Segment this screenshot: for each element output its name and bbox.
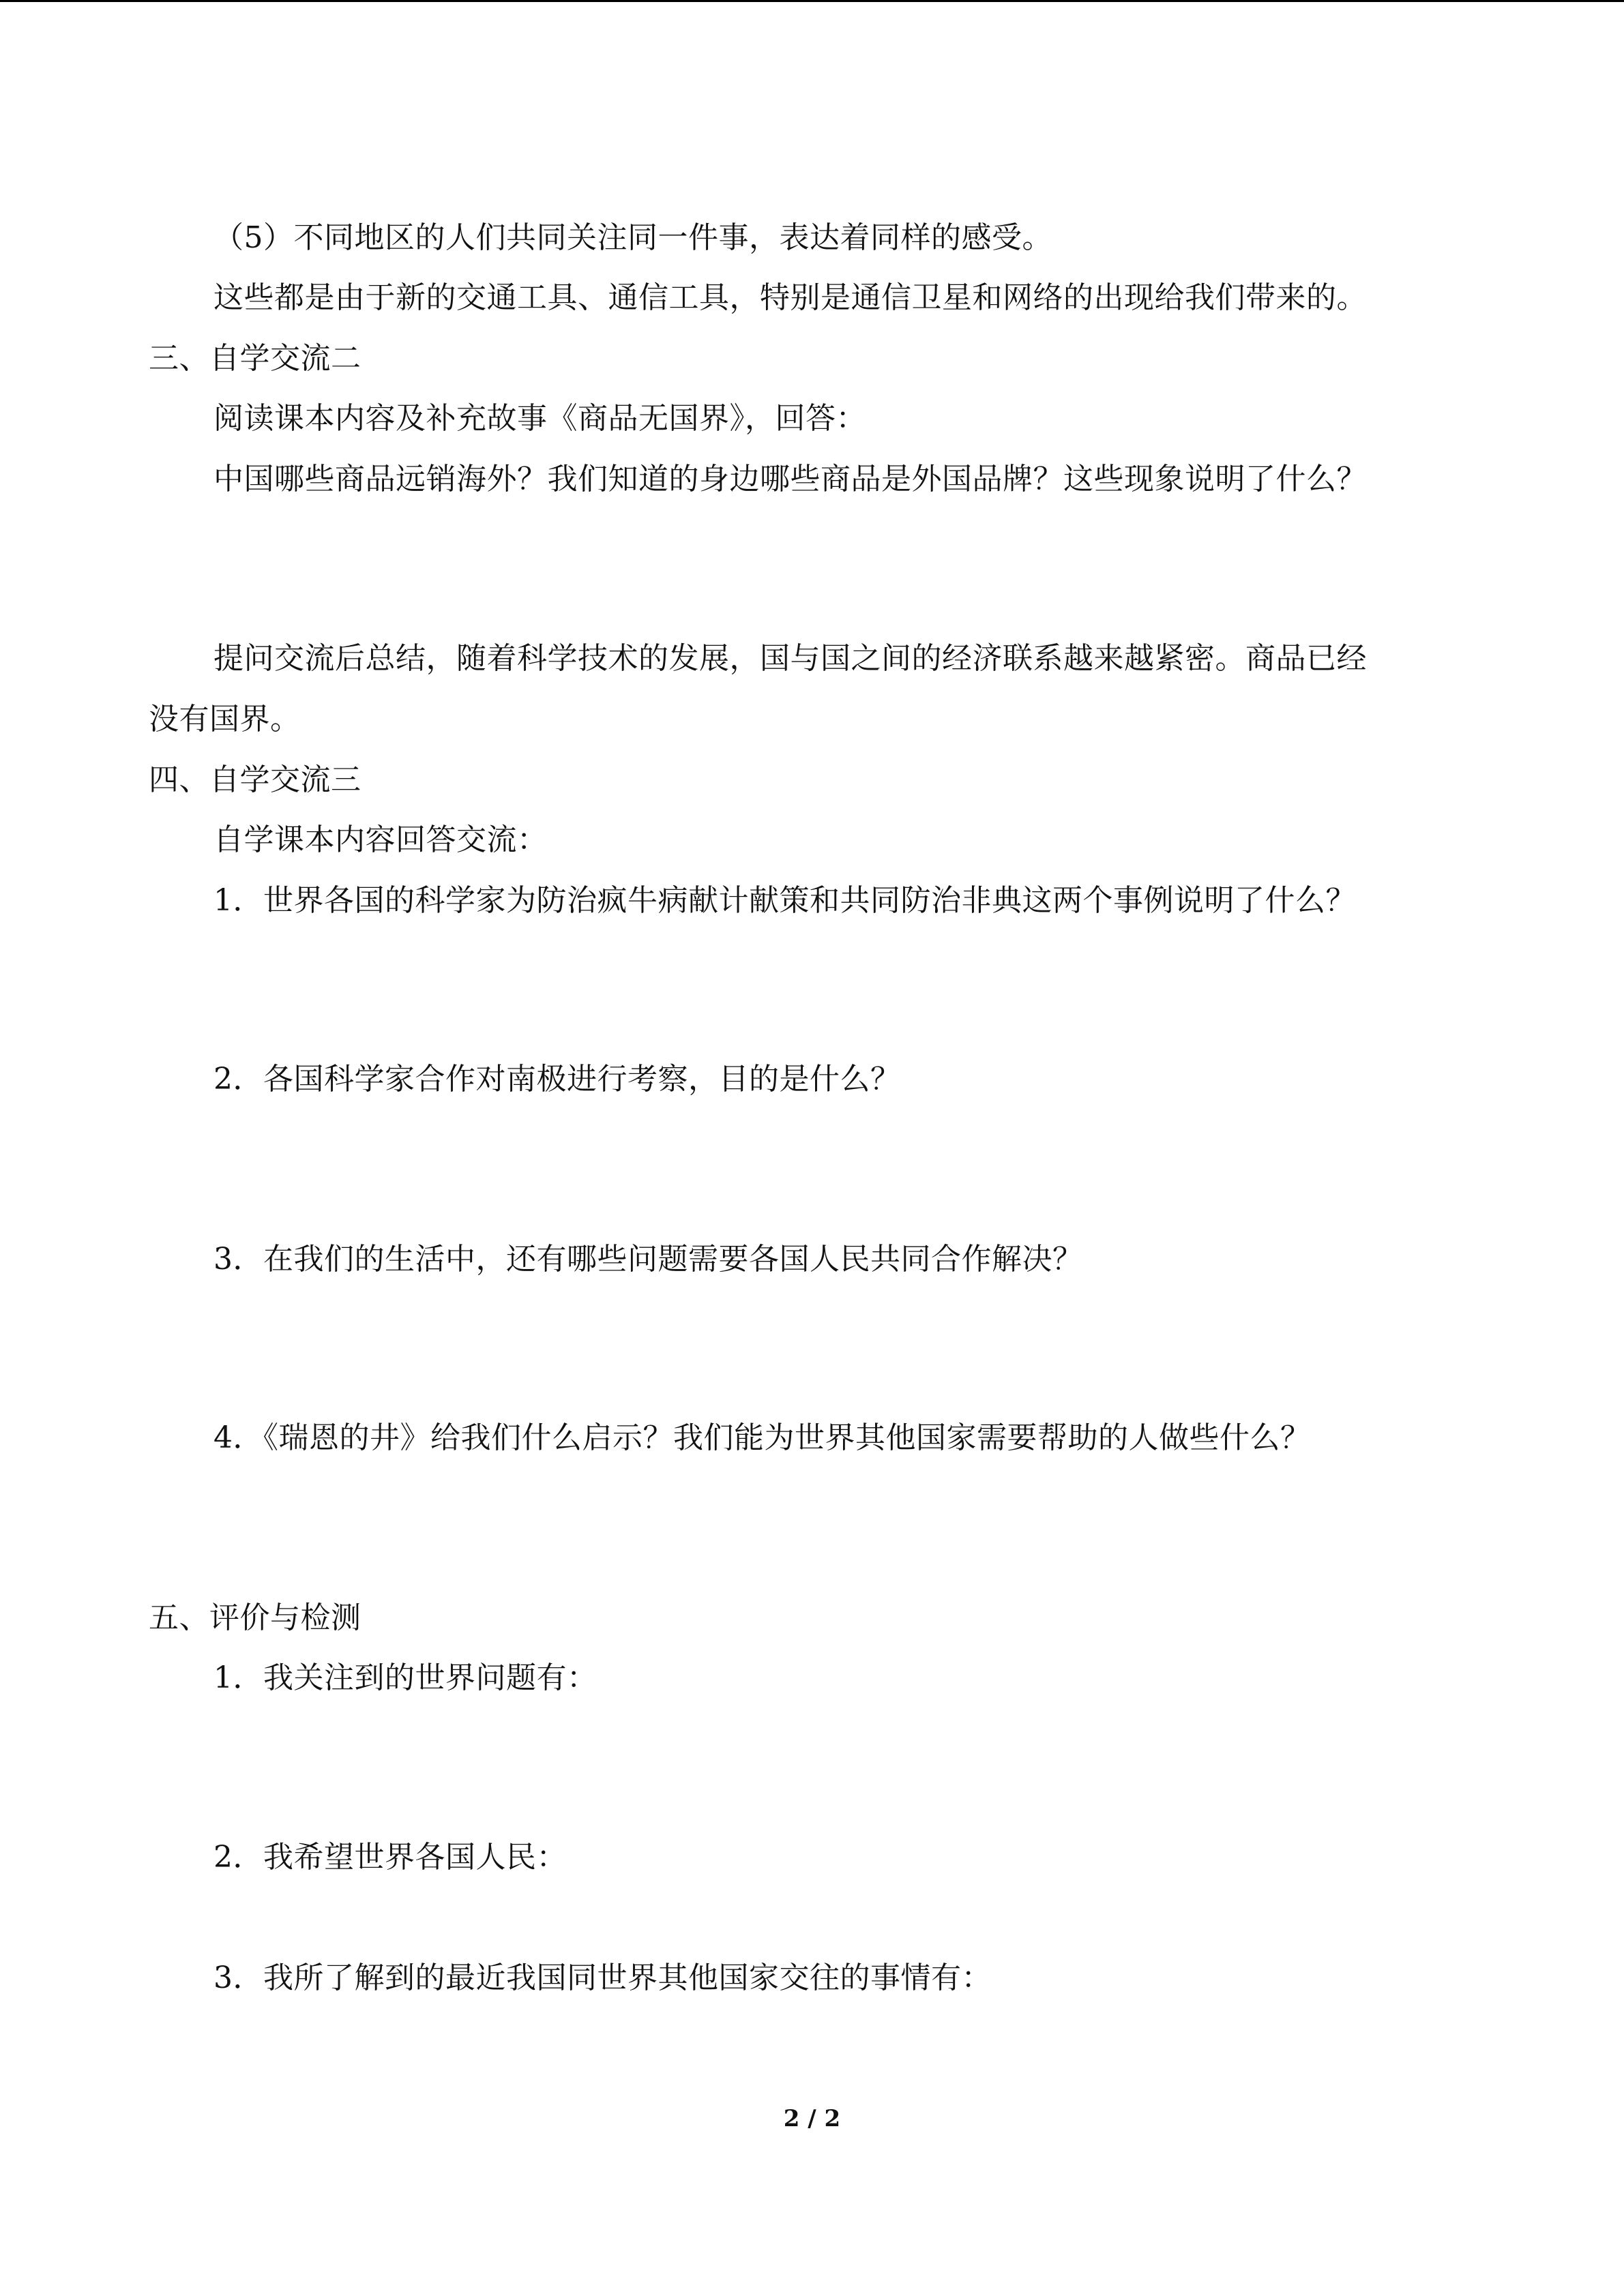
section-heading-3: 三、自学交流二 <box>149 341 361 376</box>
question-2: 2．各国科学家合作对南极进行考察，目的是什么？ <box>213 1062 901 1097</box>
section-heading-4: 四、自学交流三 <box>149 762 361 797</box>
summary-paragraph: 这些都是由于新的交通工具、通信工具，特别是通信卫星和网络的出现给我们带来的。 <box>213 280 1367 315</box>
section-heading-5: 五、评价与检测 <box>149 1600 361 1635</box>
question-4: 4．《瑞恩的井》给我们什么启示？我们能为世界其他国家需要帮助的人做些什么？ <box>213 1420 1311 1455</box>
question-text: 中国哪些商品远销海外？我们知道的身边哪些商品是外国品牌？这些现象说明了什么？ <box>213 462 1367 496</box>
conclusion-paragraph: 提问交流后总结，随着科学技术的发展，国与国之间的经济联系越来越紧密。商品已经 <box>213 641 1367 676</box>
conclusion-paragraph-cont: 没有国界。 <box>149 702 301 736</box>
question-3: 3．在我们的生活中，还有哪些问题需要各国人民共同合作解决？ <box>213 1242 1083 1277</box>
reading-instruction: 阅读课本内容及补充故事《商品无国界》，回答： <box>213 401 866 436</box>
evaluation-item-1: 1．我关注到的世界问题有： <box>213 1660 597 1695</box>
list-item-5: （5）不同地区的人们共同关注同一件事，表达着同样的感受。 <box>213 220 1052 255</box>
evaluation-item-2: 2．我希望世界各国人民： <box>213 1840 567 1875</box>
page-number: 2 / 2 <box>783 2105 841 2132</box>
study-instruction: 自学课本内容回答交流： <box>213 822 548 857</box>
question-1: 1．世界各国的科学家为防治疯牛病献计献策和共同防治非典这两个事例说明了什么？ <box>213 883 1356 918</box>
evaluation-item-3: 3．我所了解到的最近我国同世界其他国家交往的事情有： <box>213 1960 992 1995</box>
